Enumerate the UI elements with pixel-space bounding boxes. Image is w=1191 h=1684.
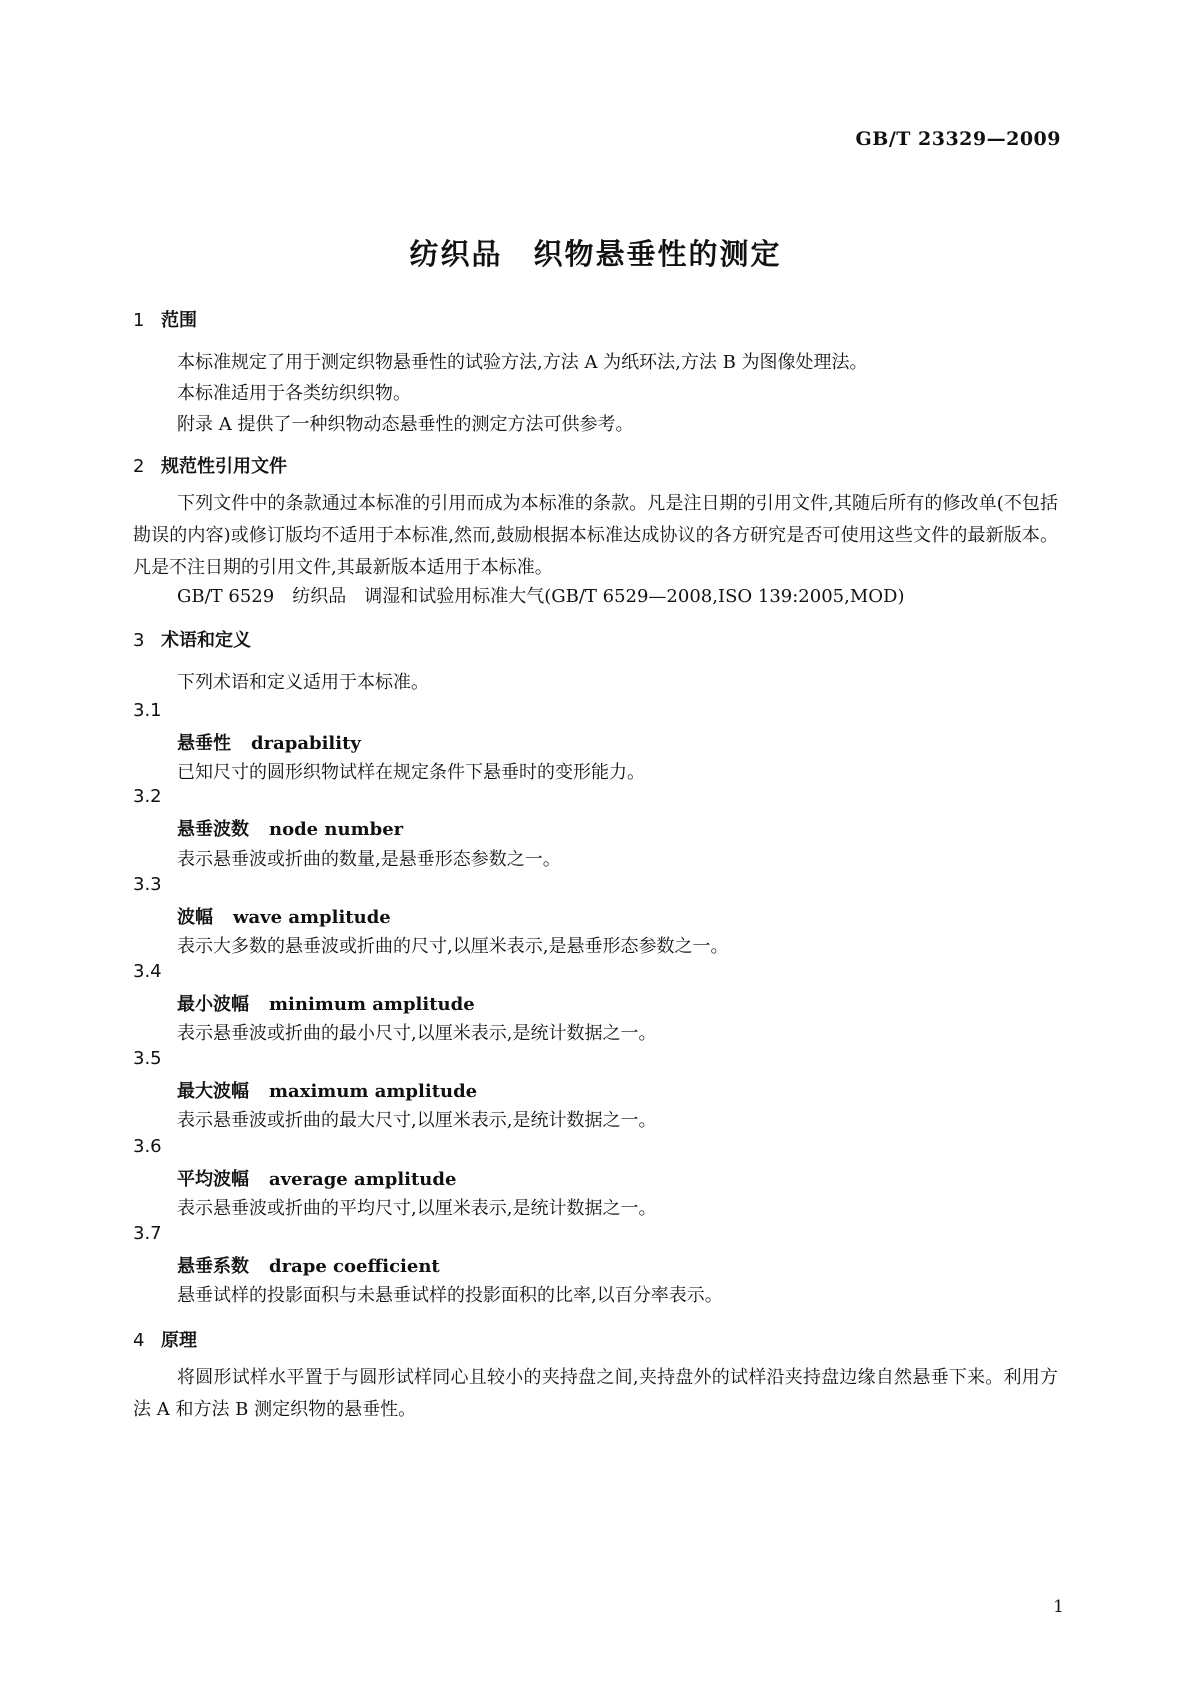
term-definition: 表示悬垂波或折曲的平均尺寸,以厘米表示,是统计数据之一。: [177, 1198, 657, 1219]
section-1-heading: [133, 306, 197, 332]
term-definition: 表示悬垂波或折曲的数量,是悬垂形态参数之一。: [177, 849, 561, 870]
section-3-heading: [133, 626, 251, 652]
term-en: node number: [269, 819, 404, 840]
term-zh: 波幅: [177, 907, 213, 928]
section-number: 2: [133, 456, 145, 477]
term-name: [177, 903, 391, 929]
term-en: drape coefficient: [269, 1256, 440, 1277]
term-definition: 表示悬垂波或折曲的最小尺寸,以厘米表示,是统计数据之一。: [177, 1023, 657, 1044]
section-title: 术语和定义: [161, 630, 251, 651]
section-number: 4: [133, 1330, 145, 1351]
term-number: 3.6: [133, 1136, 162, 1157]
term-en: maximum amplitude: [269, 1081, 478, 1102]
term-name: [177, 1252, 440, 1278]
section-number: 1: [133, 310, 145, 331]
paragraph: 本标准适用于各类纺织织物。: [177, 383, 411, 404]
term-number: 3.1: [133, 700, 162, 721]
page-number: 1: [1053, 1597, 1064, 1617]
section-title: 规范性引用文件: [161, 456, 287, 477]
reference-entry: GB/T 6529 纺织品 调湿和试验用标准大气(GB/T 6529—2008,ISO 139:2005,MOD): [177, 586, 905, 607]
term-definition: 表示大多数的悬垂波或折曲的尺寸,以厘米表示,是悬垂形态参数之一。: [177, 936, 729, 957]
term-number: 3.3: [133, 874, 162, 895]
paragraph: 将圆形试样水平置于与圆形试样同心且较小的夹持盘之间,夹持盘外的试样沿夹持盘边缘自然悬垂下来。利用方法 A 和方法 B 测定织物的悬垂性。: [133, 1367, 1058, 1420]
paragraph: 下列文件中的条款通过本标准的引用而成为本标准的条款。凡是注日期的引用文件,其随后所有的修改单(不包括勘误的内容)或修订版均不适用于本标准,然而,鼓励根据本标准达成协议的各方研究是否可使用这些文件的最新版本。凡是不注日期的引用文件,其最新版本适用于本标准。: [133, 493, 1058, 578]
term-zh: 最大波幅: [177, 1081, 249, 1102]
term-zh: 平均波幅: [177, 1169, 249, 1190]
term-name: [177, 1077, 477, 1103]
section-title: 原理: [161, 1330, 197, 1351]
paragraph: 附录 A 提供了一种织物动态悬垂性的测定方法可供参考。: [177, 414, 634, 435]
paragraph: 本标准规定了用于测定织物悬垂性的试验方法,方法 A 为纸环法,方法 B 为图像处理法。: [177, 352, 868, 373]
term-name: [177, 815, 403, 841]
term-zh: 悬垂系数: [177, 1256, 249, 1277]
term-zh: 悬垂波数: [177, 819, 249, 840]
standard-code: GB/T 23329—2009: [855, 128, 1061, 150]
term-name: [177, 990, 475, 1016]
term-en: drapability: [251, 733, 361, 754]
term-name: [177, 729, 361, 755]
document-title: 纺织品 织物悬垂性的测定: [409, 237, 782, 271]
section-4-heading: [133, 1326, 197, 1352]
term-definition: 已知尺寸的圆形织物试样在规定条件下悬垂时的变形能力。: [177, 762, 645, 783]
term-en: average amplitude: [269, 1169, 457, 1190]
term-zh: 最小波幅: [177, 994, 249, 1015]
section-number: 3: [133, 630, 145, 651]
section-2-heading: [133, 452, 287, 478]
term-en: wave amplitude: [233, 907, 391, 928]
term-number: 3.2: [133, 786, 162, 807]
term-definition: 表示悬垂波或折曲的最大尺寸,以厘米表示,是统计数据之一。: [177, 1110, 657, 1131]
section-title: 范围: [161, 310, 197, 331]
term-number: 3.7: [133, 1223, 162, 1244]
term-number: 3.5: [133, 1048, 162, 1069]
term-number: 3.4: [133, 961, 162, 982]
term-zh: 悬垂性: [177, 733, 231, 754]
term-name: [177, 1165, 456, 1191]
paragraph: 下列术语和定义适用于本标准。: [177, 672, 429, 693]
term-definition: 悬垂试样的投影面积与未悬垂试样的投影面积的比率,以百分率表示。: [177, 1285, 723, 1306]
term-en: minimum amplitude: [269, 994, 475, 1015]
